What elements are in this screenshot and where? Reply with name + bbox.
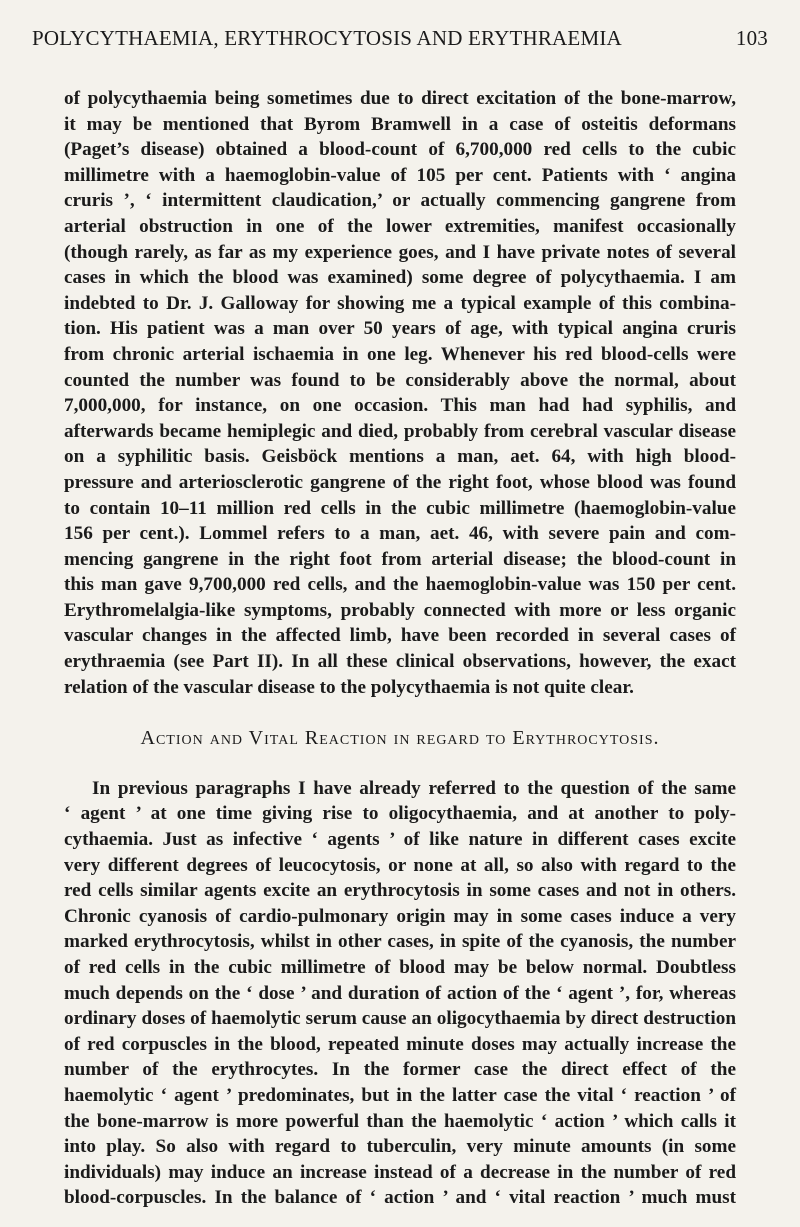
page-number: 103 [735, 26, 768, 50]
text-line: pressure and arteriosclerotic gangrene of the right foot, whose blood was found [64, 471, 736, 493]
text-line: 156 per cent.). Lommel refers to a man, aet. 46, with severe pain and com- [64, 523, 736, 545]
text-line: counted the number was found to be considerably above the normal, about [64, 369, 736, 391]
text-line: much depends on the ‘ dose ’ and duration of action of the ‘ agent ’, for, whereas [64, 982, 736, 1004]
text-line: tion. His patient was a man over 50 years of age, with typical angina cruris [64, 318, 736, 340]
text-line: to contain 10–11 million red cells in the cubic millimetre (haemoglobin-value [64, 497, 736, 519]
text-line: (though rarely, as far as my experience goes, and I have private notes of several [64, 241, 736, 263]
text-line: of red corpuscles in the blood, repeated minute doses may actually increase the [64, 1033, 736, 1055]
text-line: on a syphilitic basis. Geisböck mentions a man, aet. 64, with high blood- [64, 446, 736, 468]
text-line: into play. So also with regard to tuberculin, very minute amounts (in some [64, 1136, 736, 1158]
text-line: of polycythaemia being sometimes due to direct excitation of the bone-marrow, [64, 88, 736, 109]
text-line: number of the erythrocytes. In the former case the direct effect of the [64, 1059, 736, 1081]
text-line: cythaemia. Just as infective ‘ agents ’ of like nature in different cases excite [64, 829, 736, 851]
text-line: (Paget’s disease) obtained a blood-count of 6,700,000 red cells to the cubic [64, 139, 736, 161]
body-text [64, 86, 736, 1211]
text-line: this man gave 9,700,000 red cells, and the haemoglobin-value was 150 per cent. [64, 574, 736, 596]
paragraph-2 [64, 776, 736, 1211]
section-heading: Action and Vital Reaction in regard to Erythrocytosis. [140, 727, 660, 750]
running-header [32, 26, 768, 51]
text-line: relation of the vascular disease to the polycythaemia is not quite clear. [64, 676, 634, 698]
text-line: the bone-marrow is more powerful than the haemolytic ‘ action ’ which calls it [64, 1110, 736, 1132]
text-line: ordinary doses of haemolytic serum cause an oligocythaemia by direct destruction [64, 1008, 736, 1030]
text-line: vascular changes in the affected limb, have been recorded in several cases of [64, 625, 736, 647]
text-line: cruris ’, ‘ intermittent claudication,’ or actually commencing gangrene from [64, 190, 736, 212]
text-line: erythraemia (see Part II). In all these clinical observations, however, the exact [64, 651, 736, 673]
text-line: 7,000,000, for instance, on one occasion. This man had had syphilis, and [64, 395, 736, 417]
text-line: indebted to Dr. J. Galloway for showing me a typical example of this combina- [64, 292, 736, 314]
text-line: red cells similar agents excite an erythrocytosis in some cases and not in others. [64, 880, 736, 902]
text-line: In previous paragraphs I have already referred to the question of the same [92, 777, 736, 799]
text-line: arterial obstruction in one of the lower extremities, manifest occasionally [64, 215, 736, 237]
text-line: very different degrees of leucocytosis, or none at all, so also with regard to the [64, 854, 736, 876]
text-line: marked erythrocytosis, whilst in other cases, in spite of the cyanosis, the number [64, 931, 736, 953]
text-line: cases in which the blood was examined) some degree of polycythaemia. I am [64, 267, 736, 289]
text-line: of red cells in the cubic millimetre of blood may be below normal. Doubtless [64, 957, 736, 978]
paragraph-1 [64, 86, 736, 700]
text-line: Erythromelalgia-like symptoms, probably connected with more or less organic [64, 599, 736, 621]
text-line: millimetre with a haemoglobin-value of 105 per cent. Patients with ‘ angina [64, 164, 736, 186]
text-line: from chronic arterial ischaemia in one leg. Whenever his red blood-cells were [64, 343, 736, 365]
text-line: ‘ agent ’ at one time giving rise to oligocythaemia, and at another to poly- [64, 803, 736, 825]
text-line: Chronic cyanosis of cardio-pulmonary origin may in some cases induce a very [64, 905, 736, 927]
running-title: POLYCYTHAEMIA, ERYTHROCYTOSIS AND ERYTHRAEMIA [32, 26, 622, 50]
text-line: mencing gangrene in the right foot from arterial disease; the blood-count in [64, 548, 736, 570]
text-line: individuals) may induce an increase instead of a decrease in the number of red [64, 1161, 736, 1183]
text-line: it may be mentioned that Byrom Bramwell in a case of osteitis deformans [64, 113, 736, 135]
text-line: haemolytic ‘ agent ’ predominates, but in the latter case the vital ‘ reaction ’ of [64, 1084, 736, 1106]
text-line: afterwards became hemiplegic and died, probably from cerebral vascular disease [64, 420, 736, 442]
text-line: blood-corpuscles. In the balance of ‘ action ’ and ‘ vital reaction ’ much must [64, 1187, 736, 1209]
